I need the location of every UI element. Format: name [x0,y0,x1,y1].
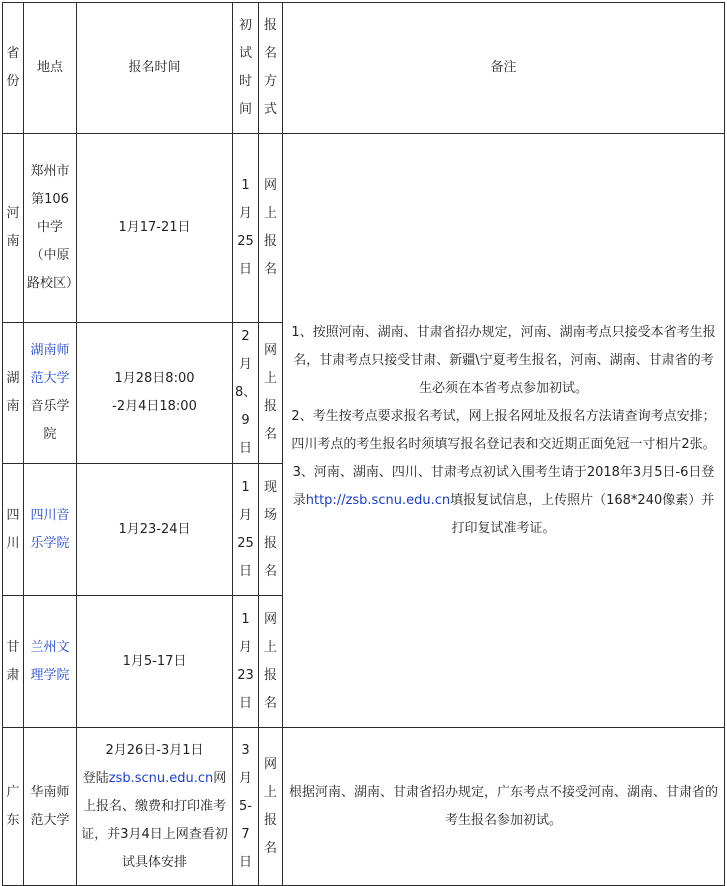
location-rest: 音乐学院 [30,399,70,442]
exam-registration-table [2,2,725,886]
header-notes: 备注 [283,3,725,134]
sichuan-conservatory-link[interactable]: 四川音乐学院 [30,507,70,551]
table-row-guangdong [3,728,725,886]
zsb-site-link[interactable]: http://zsb.scnu.edu.cn [305,492,451,508]
exam-time-cell: 1月25日 [233,134,259,323]
header-reg-time: 报名时间 [77,3,233,134]
reg-method-cell: 网上报名 [259,134,283,323]
province-cell: 湖南 [3,323,24,464]
reg-method-cell: 网上报名 [259,728,283,886]
table-row-henan [3,134,725,323]
province-cell: 甘肃 [3,596,24,728]
lanzhou-university-link[interactable]: 兰州文理学院 [30,639,70,683]
note-2: 2、考生按考点要求报名考试，网上报名网址及报名方法请查询考点安排；四川考点的考生报名时须填写报名登记表和交近期正面免冠一寸相片2张。 [291,408,716,452]
reg-time-cell: 1月5-17日 [77,596,233,728]
province-cell: 河南 [3,134,24,323]
reg-time-prefix: 登陆 [82,770,109,786]
location-cell: 华南师范大学 [24,728,77,886]
reg-time-line-2: -2月4日18:00 [112,399,197,414]
reg-time-cell [77,728,233,886]
reg-method-cell: 网上报名 [259,596,283,728]
reg-method-cell: 网上报名 [259,323,283,464]
note-1: 1、按照河南、湖南、甘肃省招办规定，河南、湖南考点只接受本省考生报名，甘肃考点只接受甘肃、新疆\宁夏考生报名，河南、湖南、甘肃省的考生必须在本省考点参加初试。 [291,324,716,396]
exam-time-cell: 2月8、9日 [233,323,259,464]
note-3 [287,459,720,543]
header-location: 地点 [24,3,77,134]
reg-time-cell: 1月17-21日 [77,134,233,323]
location-cell [24,596,77,728]
hunan-normal-university-link[interactable]: 湖南师范大学 [30,343,70,386]
location-cell [24,464,77,596]
header-exam-time: 初试时间 [233,3,259,134]
exam-time-cell: 1月25日 [233,464,259,596]
reg-method-cell: 现场报名 [259,464,283,596]
province-cell: 四川 [3,464,24,596]
location-cell: 郑州市第106中学（中原路校区） [24,134,77,323]
zsb-site-link[interactable]: zsb.scnu.edu.cn [108,770,214,786]
note-3-prefix: 3、河南、湖南、四川、甘肃考点初试入围考生请于2018年3月5日-6日登录 [292,464,715,508]
location-cell [24,323,77,464]
header-province: 省份 [3,3,24,134]
reg-time-line-1: 1月28日8:00 [114,371,195,386]
reg-time-cell: 1月23-24日 [77,464,233,596]
reg-time-cell [77,323,233,464]
reg-time-suffix: 网上报名、缴费和打印准考证，并3月4日上网查看初试具体安排 [81,770,228,870]
shared-notes-cell [283,134,725,728]
note-3-suffix: 填报复试信息，上传照片（168*240像素）并打印复试准考证。 [450,492,715,536]
header-reg-method: 报名方式 [259,3,283,134]
header-row [3,3,725,134]
exam-time-cell: 1月23日 [233,596,259,728]
guangdong-notes-cell: 根据河南、湖南、甘肃省招办规定，广东考点不接受河南、湖南、甘肃省的考生报名参加初试。 [283,728,725,886]
province-cell: 广东 [3,728,24,886]
reg-time-line-1: 2月26日-3月1日 [105,742,204,758]
exam-time-cell: 3月5-7日 [233,728,259,886]
